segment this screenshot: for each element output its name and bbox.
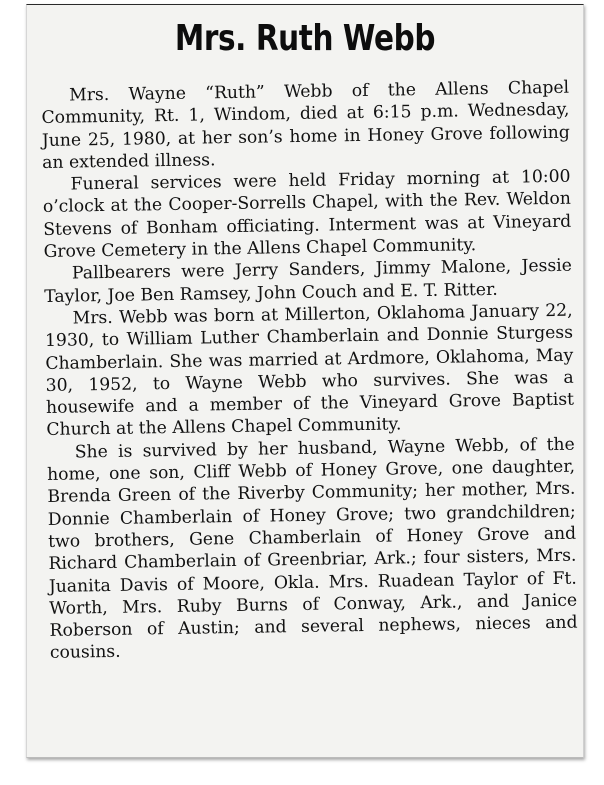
paragraph-funeral-services: Funeral services were held Friday morning at 10:00 o’clock at the Cooper-Sorrells Chapel, with the Rev. Weldon Stevens of Bonham officiating. Interment was at Vineyard Grove Cemetery in the Allens Chapel Community. bbox=[42, 166, 572, 263]
paragraph-biography: Mrs. Webb was born at Millerton, Oklahoma January 22, 1930, to William Luther Chamberlain and Donnie Sturgess Chamberlain. She was married at Ardmore, Oklahoma, May 30, 1952, to Wayne Webb who survives. She was a housewife and a member of the Vineyard Grove Baptist Church at the Allens Chapel Community. bbox=[44, 300, 575, 441]
newspaper-clipping bbox=[26, 4, 584, 758]
paragraph-death-notice: Mrs. Wayne “Ruth” Webb of the Allens Chapel Community, Rt. 1, Windom, died at 6:15 p.m. Wednesday, June 25, 1980, at her son’s home in Honey Grove following an extended illness. bbox=[41, 77, 570, 173]
obituary-headline: Mrs. Ruth Webb bbox=[174, 18, 436, 59]
paragraph-pallbearers: Pallbearers were Jerry Sanders, Jimmy Malone, Jessie Taylor, Joe Ben Ramsey, John Couch and E. T. Ritter. bbox=[44, 256, 573, 307]
obituary-body bbox=[41, 77, 578, 665]
paragraph-survivors: She is survived by her husband, Wayne Webb, of the home, one son, Cliff Webb of Honey Grove, one daughter, Brenda Green of the Riverby Community; her mother, Mrs. Donnie Chamberlain of Honey Grove; two grandchildren; two brothers, Gene Chamberlain of Honey Grove and Richard Chamberlain of Greenbriar, Ark.; four sisters, Mrs. Juanita Davis of Moore, Okla. Mrs. Ruadean Taylor of Ft. Worth, Mrs. Ruby Burns of Conway, Ark., and Janice Roberson of Austin; and several nephews, nieces and cousins. bbox=[46, 434, 578, 664]
